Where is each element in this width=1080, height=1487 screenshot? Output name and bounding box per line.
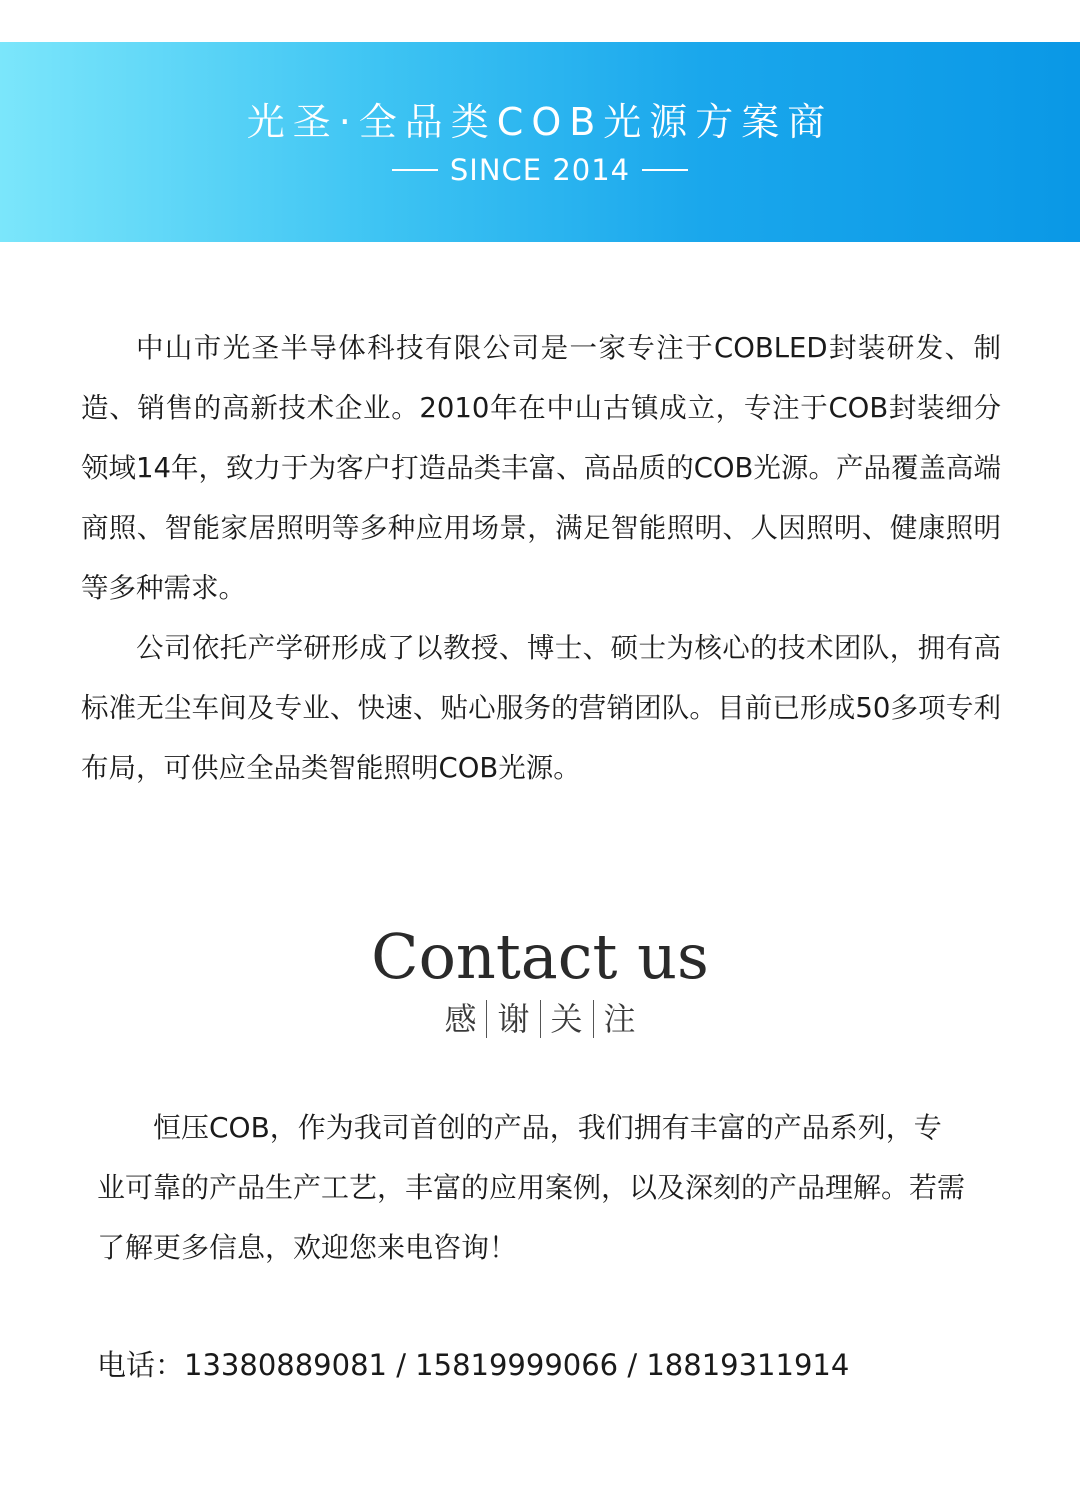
contact-message-text: 恒压COB，作为我司首创的产品，我们拥有丰富的产品系列，专业可靠的产品生产工艺，丰富的应用案例，以及深刻的产品理解。若需了解更多信息，欢迎您来电咨询！ — [97, 1111, 966, 1264]
phone-numbers[interactable]: 13380889081 / 15819999066 / 18819311914 — [184, 1348, 850, 1382]
since-right-line — [642, 169, 688, 171]
contact-message — [97, 1098, 967, 1278]
phone-label: 电话： — [97, 1348, 185, 1382]
intro-paragraph-2: 公司依托产学研形成了以教授、博士、硕士为核心的技术团队，拥有高标准无尘车间及专业、快速、贴心服务的营销团队。目前已形成50多项专利布局，可供应全品类智能照明COB光源。 — [81, 632, 1001, 784]
subtitle-char: 感 — [444, 1000, 477, 1038]
subtitle-char: 谢 — [497, 1000, 530, 1038]
since-left-line — [392, 169, 438, 171]
intro-paragraph-1: 中山市光圣半导体科技有限公司是一家专注于COBLED封装研发、制造、销售的高新技术企业。2010年在中山古镇成立，专注于COB封装细分领域14年，致力于为客户打造品类丰富、高品质的COB光源。产品覆盖高端商照、智能家居照明等多种应用场景，满足智能照明、人因照明、健康照明等多种需求。 — [81, 332, 1001, 604]
since-text: SINCE 2014 — [449, 153, 631, 187]
subtitle-char: 注 — [603, 1000, 636, 1038]
company-intro — [81, 318, 1001, 798]
contact-subtitle — [0, 996, 1080, 1042]
subtitle-char: 关 — [550, 1000, 583, 1038]
banner-since — [0, 152, 1080, 188]
contact-title: Contact us — [371, 920, 709, 993]
phone-line — [97, 1342, 997, 1388]
banner-title: 光圣·全品类COB光源方案商 — [246, 100, 834, 144]
